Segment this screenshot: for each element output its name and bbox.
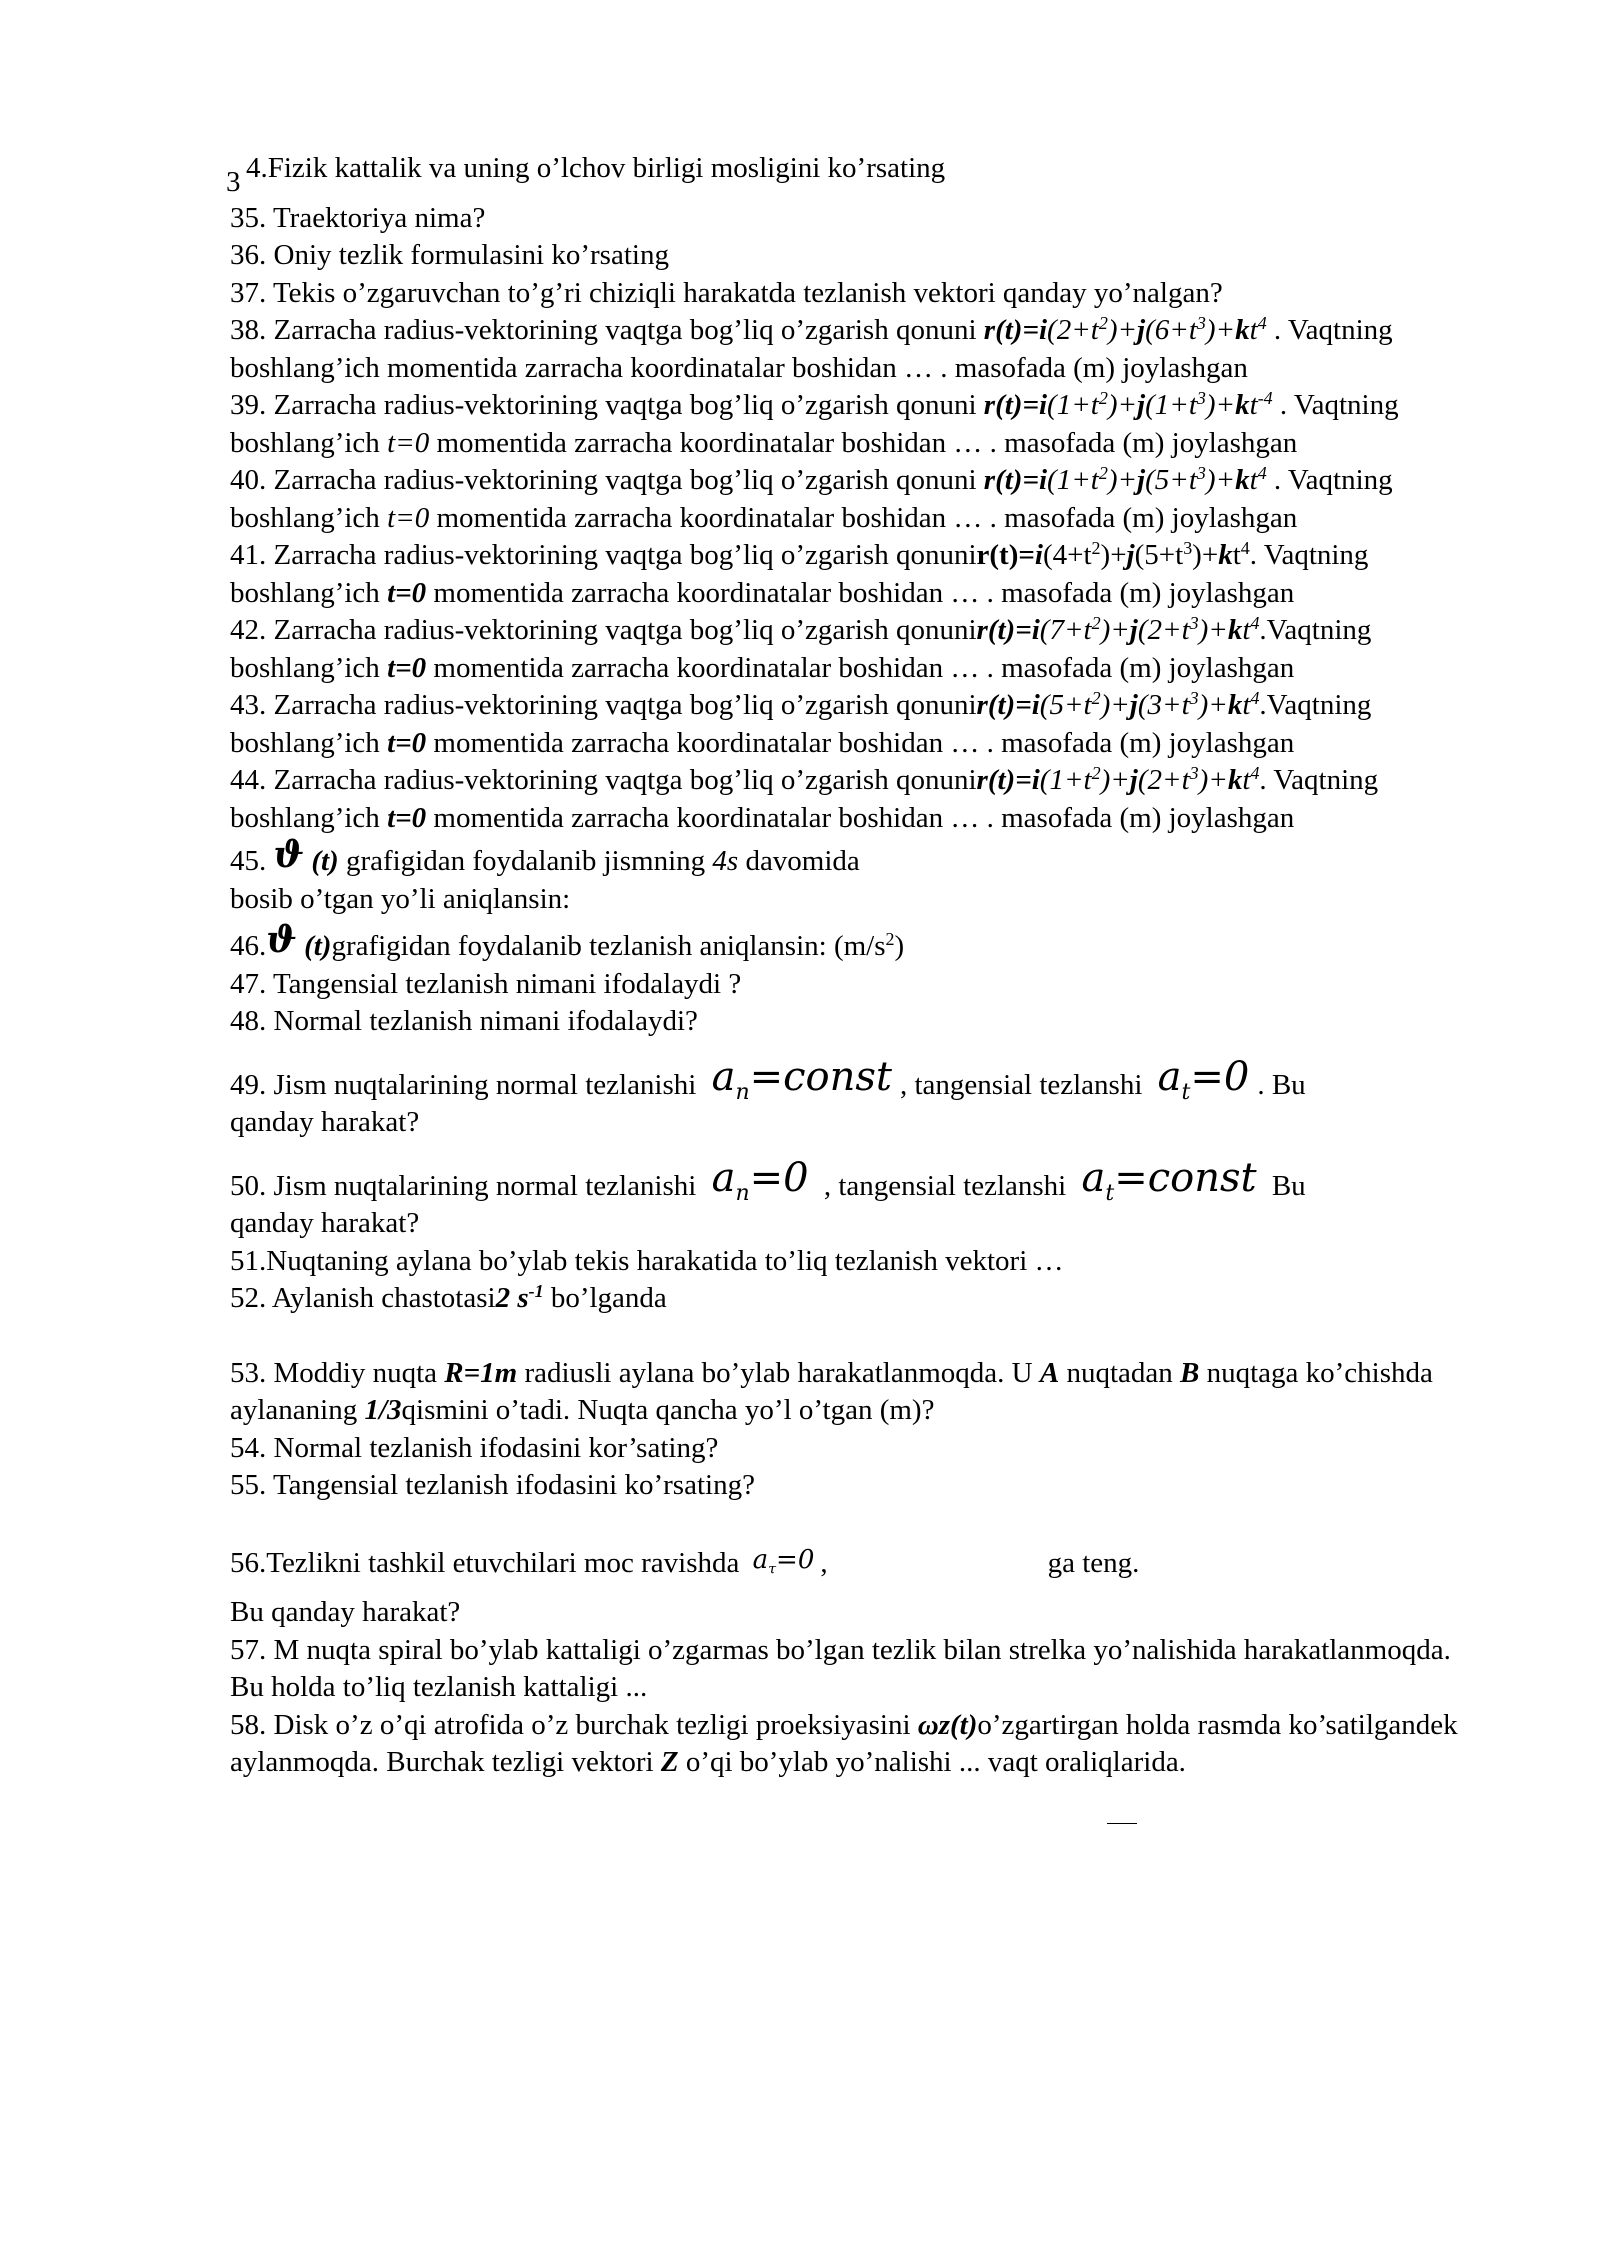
- question-40: 40. Zarracha radius-vektorining vaqtga bog’liq o’zgarish qonuni $r(t)=i(1+t^2)+j(5+t^3)+kt^4$ . Vaqtning boshlang’ich t=0 momentida zarracha koordinatalar boshidan … . masofada (m) joylashgan: [230, 463, 1393, 534]
- question-55: 55. Tangensial tezlanish ifodasini ko’rsating?: [230, 1469, 755, 1501]
- question-47: 47. Tangensial tezlanish nimani ifodalaydi ?: [230, 967, 742, 1000]
- question-39: 39. Zarracha radius-vektorining vaqtga bog’liq o’zgarish qonuni $r(t)=i(1+t^2)+j(1+t^3)+kt^{-4}$ . Vaqtning boshlang’ich t=0 momentida zarracha koordinatalar boshidan … . masofada (m) joylashgan: [230, 388, 1399, 459]
- question-51: 51.Nuqtaning aylana bo’ylab tekis harakatida to’liq tezlanish vektori …: [230, 1244, 1064, 1277]
- question-37: 37. Tekis o’zgaruvchan to’g’ri chiziqli harakatda tezlanish vektori qanday yo’nalgan?: [230, 276, 1223, 309]
- question-46: 46.ϑ (t)grafigidan foydalanib tezlanish aniqlansin: $(m/s^2)$: [230, 919, 905, 962]
- theta-symbol: ϑ: [266, 919, 297, 961]
- question-48: 48. Normal tezlanish nimani ifodalaydi?: [230, 1005, 698, 1037]
- question-56: 56.Tezlikni tashkil etuvchilari moc ravishda $a_\tau=0$ , ga teng.: [230, 1542, 1480, 1583]
- overline-mark: [1107, 1823, 1137, 1824]
- question-44: 44. Zarracha radius-vektorining vaqtga bog’liq o’zgarish $qonunir(t)=i(1+t^2)+j(2+t^3)+kt^4$. Vaqtning boshlang’ich t=0 momentida zarracha koordinatalar boshidan … . masofada (m) joylashgan: [230, 763, 1379, 834]
- question-41: 41. Zarracha radius-vektorining vaqtga bog’liq o’zgarish $qonunir(t)=i(4+t^2)+j(5+t^3)+kt^4$. Vaqtning boshlang’ich t=0 momentida zarracha koordinatalar boshidan … . masofada (m) joylashgan: [230, 538, 1369, 609]
- formula-atau: $a_\tau=0$: [752, 1544, 815, 1578]
- question-34: [226, 150, 1480, 198]
- question-45: 45. ϑ (t) grafigidan foydalanib jismning 4s davomida bosib o’tgan yo’li aniqlansin:: [230, 834, 860, 915]
- question-50: 50. Jism nuqtalarining normal tezlanishi $a_n=0$ , tangensial tezlanshi $a_t=const$ Bu qanday harakat?: [230, 1154, 1306, 1239]
- formula-at: $a_t=0$: [1157, 1053, 1250, 1105]
- question-36: 36. Oniy tezlik formulasini ko’rsating: [230, 239, 669, 271]
- question-list: [226, 150, 1480, 1782]
- question-49: 49. Jism nuqtalarining normal tezlanishi $a_n=const$ , tangensial tezlanshi $a_t=0$ . Bu qanday harakat?: [230, 1053, 1306, 1138]
- question-42: 42. Zarracha radius-vektorining vaqtga bog’liq o’zgarish $qonunir(t)=i(7+t^2)+j(2+t^3)+kt^4.Vaqtning$ boshlang’ich t=0 momentida zarracha koordinatalar boshidan … . masofada (m) joylashgan: [230, 613, 1372, 684]
- question-38: 38. Zarracha radius-vektorining vaqtga bog’liq o’zgarish qonuni $r(t)=i(2+t^2)+j(6+t^3)+kt^4$ . Vaqtning boshlang’ich momentida zarracha koordinatalar boshidan … . masofada (m) joylashgan: [230, 313, 1393, 384]
- formula-at: $a_t=const$: [1081, 1154, 1257, 1206]
- question-53: 53. Moddiy nuqta R=1m radiusli aylana bo’ylab harakatlanmoqda. U A nuqtadan B nuqtaga ko’chishda aylananing 1/3qismini o’tadi. Nuqta qancha yo’l o’tgan (m)?: [230, 1356, 1433, 1426]
- question-34-text: 4.Fizik kattalik va uning o’lchov birligi mosligini ko’rsating: [246, 152, 946, 184]
- formula-an: $a_n=const$: [711, 1053, 892, 1105]
- question-57: 57. M nuqta spiral bo’ylab kattaligi o’zgarmas bo’lgan tezlik bilan strelka yo’nalishida harakatlanmoqda. Bu holda to’liq tezlanish kattaligi ...: [230, 1633, 1451, 1703]
- theta-symbol: ϑ: [273, 834, 305, 876]
- question-43: 43. Zarracha radius-vektorining vaqtga bog’liq o’zgarish $qonunir(t)=i(5+t^2)+j(3+t^3)+kt^4.Vaqtning$ boshlang’ich t=0 momentida zarracha koordinatalar boshidan … . masofada (m) joylashgan: [230, 688, 1372, 759]
- question-58: 58. Disk o’z o’qi atrofida o’z burchak tezligi proeksiyasini ωz(t)o’zgartirgan holda rasmda ko’satilgandek aylanmoqda. Burchak tezligi vektori Z o’qi bo’ylab yo’nalishi ... vaqt oraliqlarida.: [230, 1708, 1458, 1778]
- question-56-line2: Bu qanday harakat?: [230, 1596, 461, 1628]
- formula-an: $a_n=0$: [711, 1154, 809, 1206]
- question-34-digit: 3: [226, 166, 241, 198]
- question-35: 35. Traektoriya nima?: [230, 201, 486, 234]
- question-54: 54. Normal tezlanish ifodasini kor’sating?: [230, 1431, 719, 1464]
- question-52: 52. Aylanish chastotasi2 $s^{-1}$ bo’lganda: [230, 1281, 667, 1314]
